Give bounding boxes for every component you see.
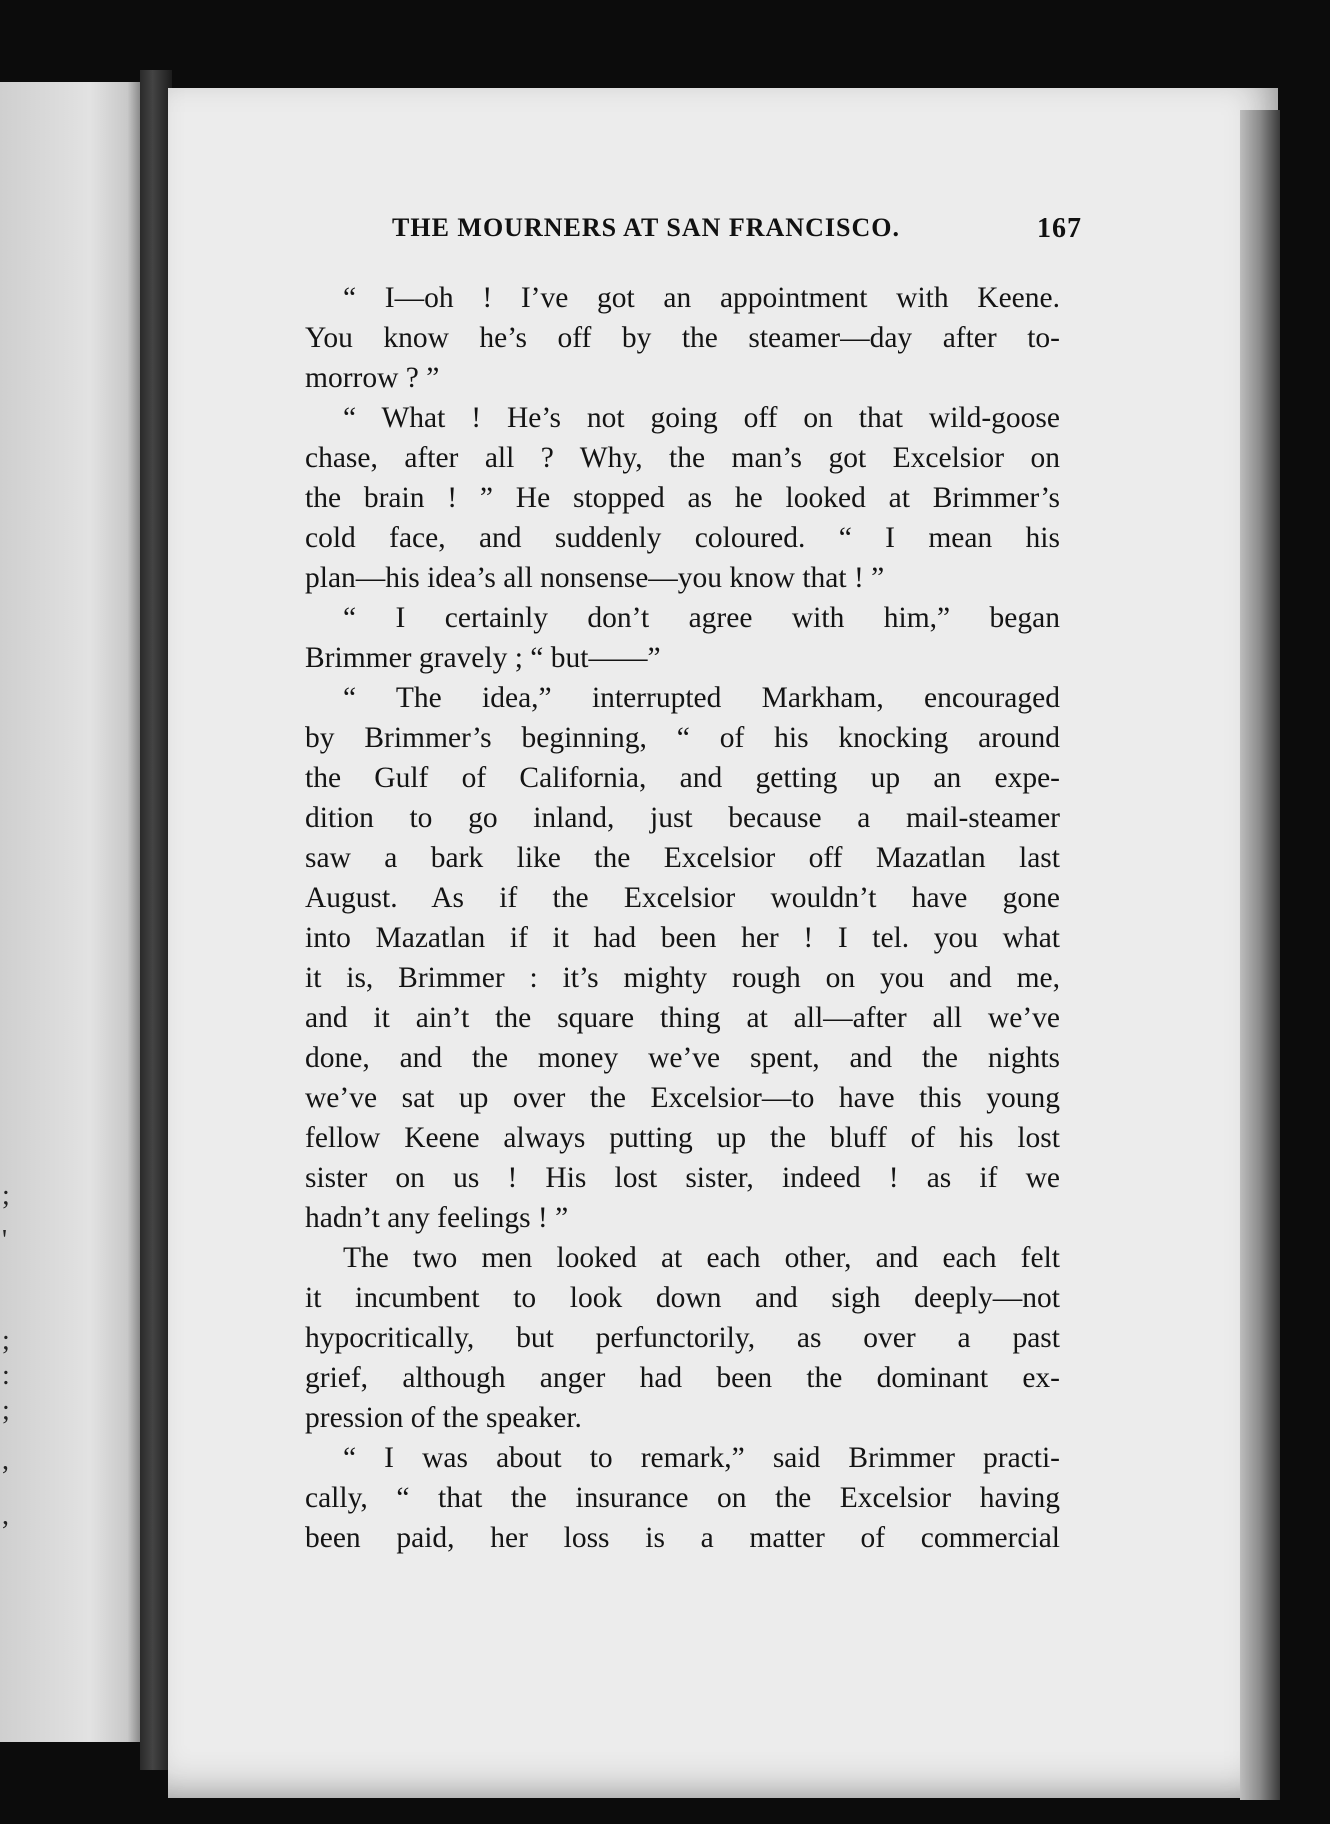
text-line: hypocritically, but perfunctorily, as over a past	[305, 1322, 1060, 1354]
text-line: into Mazatlan if it had been her ! I tel. you what	[305, 922, 1060, 954]
text-line: “ I—oh ! I’ve got an appointment with Keene.	[343, 282, 1060, 314]
margin-mark: ;	[2, 1180, 10, 1211]
text-line: “ I certainly don’t agree with him,” began	[343, 602, 1060, 634]
page-number: 167	[1037, 213, 1082, 244]
text-line: “ What ! He’s not going off on that wild-goose	[343, 402, 1060, 434]
text-line: the Gulf of California, and getting up an expe-	[305, 762, 1060, 794]
text-line: fellow Keene always putting up the bluff of his lost	[305, 1122, 1060, 1154]
text-line: August. As if the Excelsior wouldn’t have gone	[305, 882, 1060, 914]
text-line: saw a bark like the Excelsior off Mazatlan last	[305, 842, 1060, 874]
margin-mark: ;	[2, 1395, 10, 1426]
right-page-edge	[1240, 110, 1280, 1800]
text-line: pression of the speaker.	[305, 1402, 582, 1434]
text-line: it is, Brimmer : it’s mighty rough on you and me,	[305, 962, 1060, 994]
text-line: chase, after all ? Why, the man’s got Excelsior on	[305, 442, 1060, 474]
text-line: plan—his idea’s all nonsense—you know that ! ”	[305, 562, 885, 594]
margin-mark: ,	[2, 1500, 9, 1531]
text-line: by Brimmer’s beginning, “ of his knocking around	[305, 722, 1060, 754]
text-line: the brain ! ” He stopped as he looked at Brimmer’s	[305, 482, 1060, 514]
margin-mark: :	[2, 1360, 10, 1391]
text-line: done, and the money we’ve spent, and the nights	[305, 1042, 1060, 1074]
text-line: morrow ? ”	[305, 362, 440, 394]
text-line: it incumbent to look down and sigh deeply—not	[305, 1282, 1060, 1314]
text-line: You know he’s off by the steamer—day after to-	[305, 322, 1060, 354]
margin-mark: ,	[2, 1445, 9, 1476]
text-line: been paid, her loss is a matter of commercial	[305, 1522, 1060, 1554]
left-page-edge	[0, 82, 150, 1742]
text-line: cold face, and suddenly coloured. “ I mean his	[305, 522, 1060, 554]
page-header	[392, 213, 1082, 253]
text-line: and it ain’t the square thing at all—after all we’ve	[305, 1002, 1060, 1034]
text-line: hadn’t any feelings ! ”	[305, 1202, 569, 1234]
text-line: The two men looked at each other, and each felt	[343, 1242, 1060, 1274]
text-line: dition to go inland, just because a mail-steamer	[305, 802, 1060, 834]
margin-mark: '	[2, 1225, 8, 1256]
text-line: cally, “ that the insurance on the Excelsior having	[305, 1482, 1060, 1514]
text-line: “ The idea,” interrupted Markham, encouraged	[343, 682, 1060, 714]
text-line: sister on us ! His lost sister, indeed ! as if we	[305, 1162, 1060, 1194]
text-line: we’ve sat up over the Excelsior—to have this young	[305, 1082, 1060, 1114]
text-line: “ I was about to remark,” said Brimmer practi-	[343, 1442, 1060, 1474]
body-text	[305, 278, 1060, 1558]
margin-mark: ;	[2, 1325, 10, 1356]
text-line: grief, although anger had been the dominant ex-	[305, 1362, 1060, 1394]
text-line: Brimmer gravely ; “ but——”	[305, 642, 661, 674]
running-head: THE MOURNERS AT SAN FRANCISCO.	[392, 213, 900, 242]
